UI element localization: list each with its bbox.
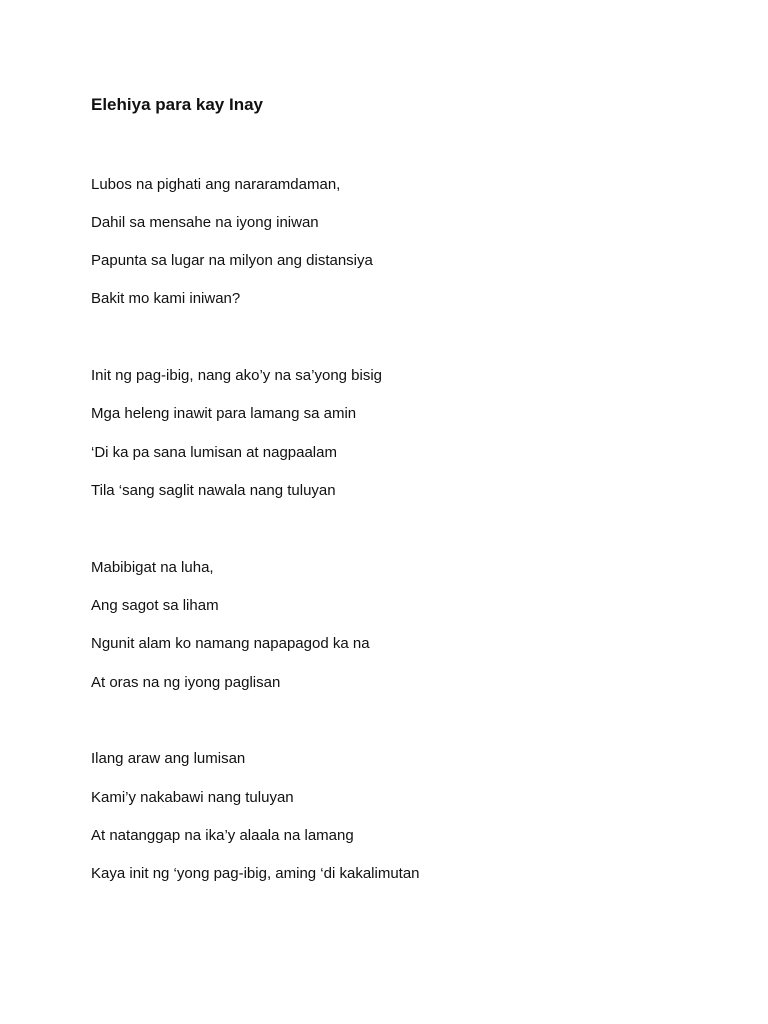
poem-line: Bakit mo kami iniwan?: [91, 290, 241, 307]
poem-line: ‘Di ka pa sana lumisan at nagpaalam: [91, 444, 337, 461]
poem-line: Tila ‘sang saglit nawala nang tuluyan: [91, 482, 336, 499]
poem-line: Ang sagot sa liham: [91, 597, 219, 614]
poem-line: Mga heleng inawit para lamang sa amin: [91, 405, 357, 422]
poem-line: Lubos na pighati ang nararamdaman,: [91, 176, 341, 193]
poem-line: Ngunit alam ko namang napapagod ka na: [91, 635, 370, 652]
poem-line: Kaya init ng ‘yong pag-ibig, aming ‘di kakalimutan: [91, 865, 420, 882]
poem-title: Elehiya para kay Inay: [91, 95, 263, 114]
poem-line: Papunta sa lugar na milyon ang distansiya: [91, 252, 373, 269]
poem-line: Init ng pag-ibig, nang ako’y na sa’yong bisig: [91, 367, 383, 384]
poem-line: At natanggap na ika’y alaala na lamang: [91, 827, 354, 844]
poem-line: Mabibigat na luha,: [91, 559, 214, 576]
poem-line: At oras na ng iyong paglisan: [91, 674, 281, 691]
poem-line: Ilang araw ang lumisan: [91, 750, 246, 767]
poem-line: Kami’y nakabawi nang tuluyan: [91, 789, 294, 806]
poem-line: Dahil sa mensahe na iyong iniwan: [91, 214, 319, 231]
